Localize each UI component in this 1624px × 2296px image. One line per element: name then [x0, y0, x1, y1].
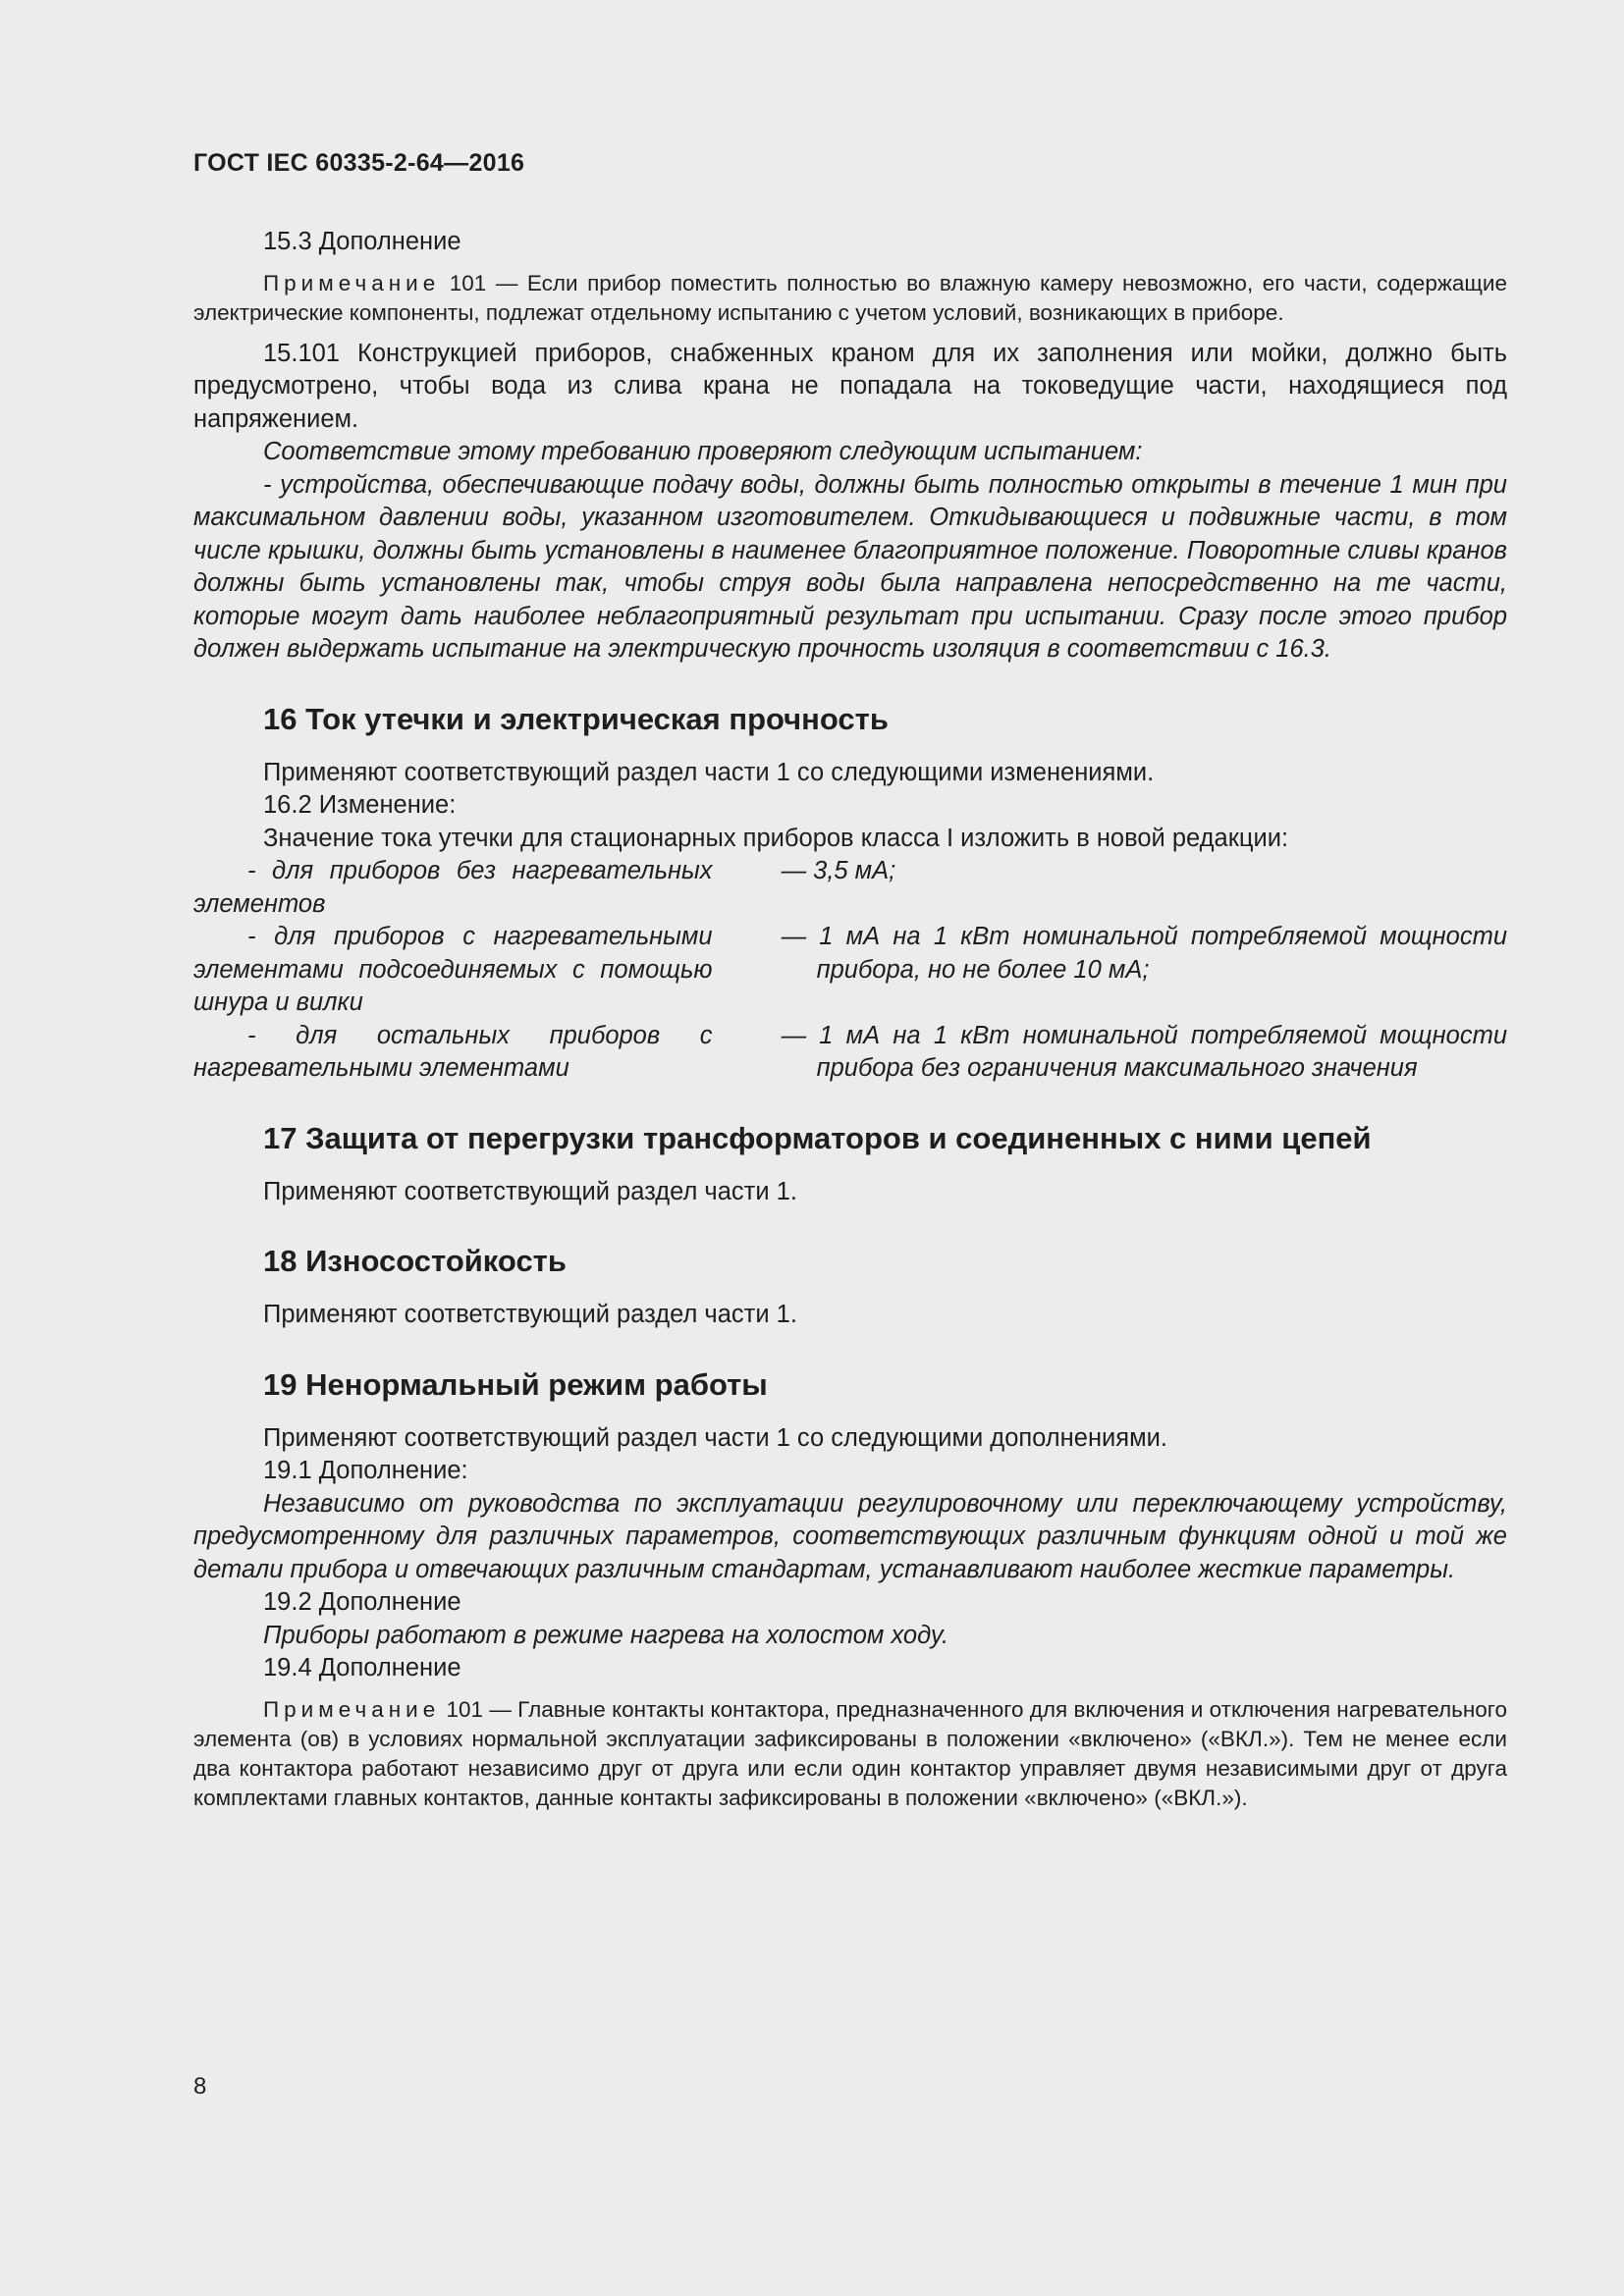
compliance-intro: Соответствие этому требованию проверяют следующим испытанием:	[263, 438, 1143, 465]
clause-19-1: 19.1 Дополнение:	[263, 1457, 468, 1484]
note-19-4	[193, 1695, 1507, 1813]
table-cell-value: — 1 мА на 1 кВт номинальной потребляемой мощности прибора без ограничения максимального значения	[781, 1021, 1507, 1082]
clause-16-2-text: Значение тока утечки для стационарных приборов класса I изложить в новой редакции:	[263, 824, 1289, 852]
compliance-test: - устройства, обеспечивающие подачу воды, должны быть полностью открыты в течение 1 мин при максимальном давлении воды, указанном изготовителем. Откидывающиеся и подвижные части, в том числе крышки, должны быть установлены в наименее благоприятное положение. Поворотные сливы кранов должны быть установлены так, чтобы струя воды была направлена непосредственно на те части, которые могут дать наиболее неблагоприятный результат при испытании. Сразу после этого прибор должен выдержать испытание на электрическую прочность изоляция в соответствии с 16.3.	[193, 470, 1507, 663]
section-17-text: Применяют соответствующий раздел части 1.	[263, 1177, 797, 1205]
note-15-3	[193, 269, 1507, 328]
document-header: ГОСТ IEC 60335-2-64—2016	[193, 149, 525, 177]
table-row	[193, 921, 1507, 1020]
table-cell-value: — 1 мА на 1 кВт номинальной потребляемой мощности прибора, но не более 10 мА;	[781, 923, 1507, 984]
section-18-text: Применяют соответствующий раздел части 1.	[263, 1301, 797, 1328]
clause-19-4: 19.4 Дополнение	[263, 1654, 461, 1682]
leakage-current-table	[193, 855, 1507, 1086]
section-18-heading: 18 Износостойкость	[263, 1244, 567, 1278]
clause-19-2-text: Приборы работают в режиме нагрева на холостом ходу.	[263, 1621, 949, 1649]
clause-19-2: 19.2 Дополнение	[263, 1588, 461, 1616]
page-number: 8	[193, 2073, 207, 2100]
table-cell-value: — 3,5 мА;	[781, 857, 896, 884]
table-cell-device: - для остальных приборов с нагревательными элементами	[193, 1021, 713, 1082]
table-row	[193, 855, 1507, 921]
clause-16-2: 16.2 Изменение:	[263, 791, 457, 819]
note-label: Примечание	[263, 1696, 441, 1722]
clause-19-1-text: Независимо от руководства по эксплуатации регулировочному или переключающему устройству, предусмотренному для различных параметров, соответствующих различным функциям одной и той же детали прибора и отвечающих различным стандартам, устанавливают наиболее жесткие параметры.	[193, 1489, 1507, 1583]
clause-15-101: 15.101 Конструкцией приборов, снабженных краном для их заполнения или мойки, должно быть предусмотрено, чтобы вода из слива крана не попадала на токоведущие части, находящиеся под напряжением.	[193, 339, 1507, 433]
clause-15-3: 15.3 Дополнение	[263, 228, 461, 255]
section-19-intro: Применяют соответствующий раздел части 1 со следующими дополнениями.	[263, 1423, 1167, 1452]
section-16-heading: 16 Ток утечки и электрическая прочность	[263, 701, 889, 736]
table-cell-device: - для приборов без нагревательных элементов	[193, 857, 713, 918]
table-row	[193, 1020, 1507, 1086]
note-text: 101 — Главные контакты контактора, предназначенного для включения и отключения нагревательного элемента (ов) в условиях нормальной эксплуатации зафиксированы в положении «включено» («ВКЛ.»). Тем не менее если два контактора работают независимо друг от друга или если один контактор управляет двумя независимыми друг от друга комплектами главных контактов, данные контакты зафиксированы в положении «включено» («ВКЛ.»).	[193, 1696, 1507, 1810]
section-19-heading: 19 Ненормальный режим работы	[263, 1366, 768, 1402]
document-body	[193, 226, 1507, 1813]
table-cell-device: - для приборов с нагревательными элементами подсоединяемых с помощью шнура и вилки	[193, 923, 713, 1016]
note-text: 101 — Если прибор поместить полностью во влажную камеру невозможно, его части, содержащие электрические компоненты, подлежат отдельному испытанию с учетом условий, возникающих в приборе.	[193, 270, 1507, 325]
section-17-heading: 17 Защита от перегрузки трансформаторов и соединенных с ними цепей	[263, 1120, 1372, 1155]
note-label: Примечание	[263, 270, 441, 295]
section-16-intro: Применяют соответствующий раздел части 1 со следующими изменениями.	[263, 758, 1155, 786]
